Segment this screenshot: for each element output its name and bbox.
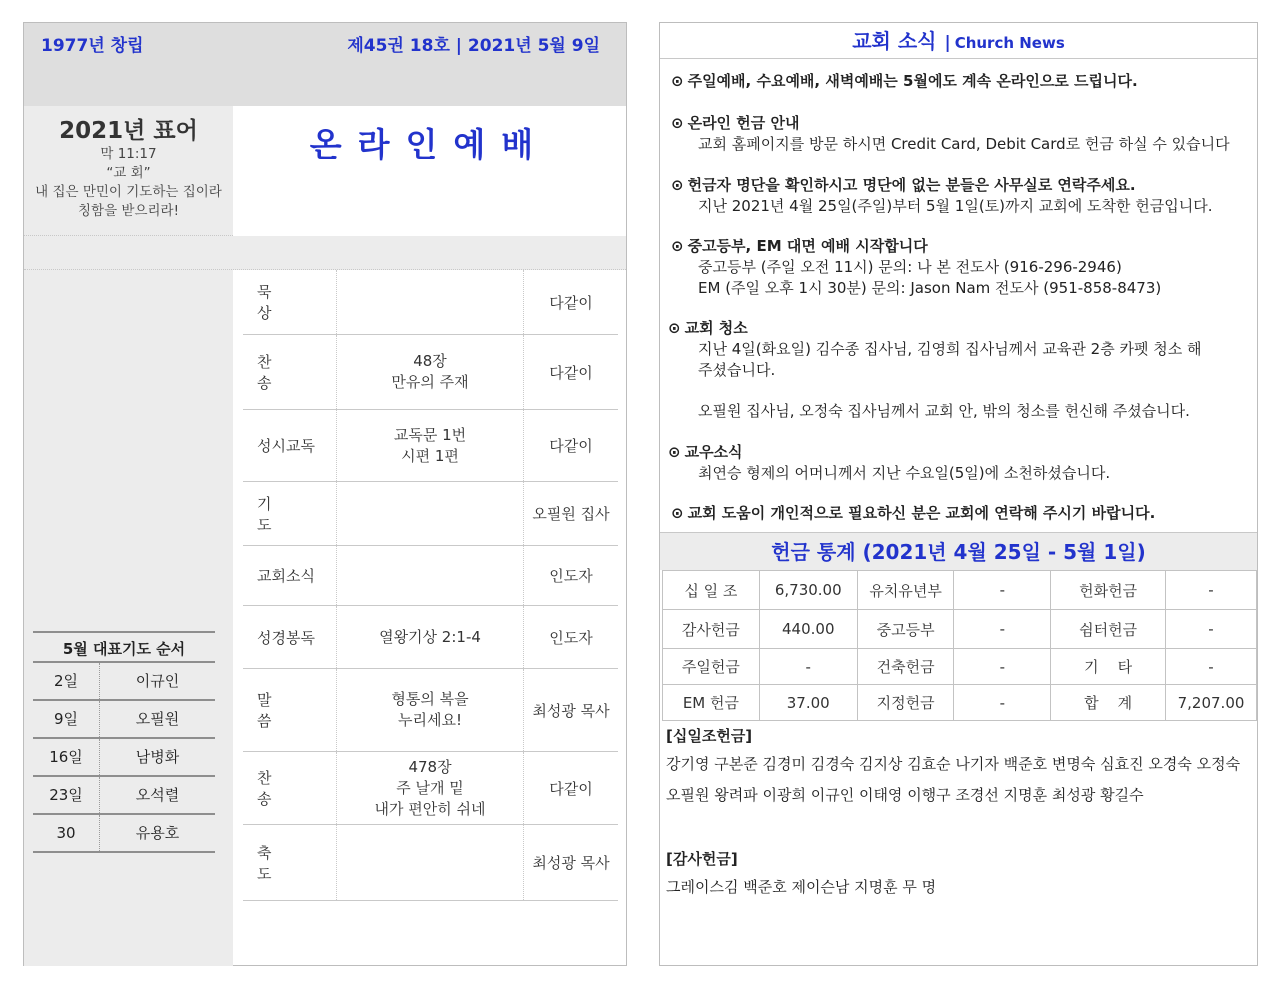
order-row [243,606,618,669]
stats-label: 지정헌금 [857,685,954,721]
bullet-icon: ⊙ [671,504,684,522]
bulletin-front-panel [23,22,627,966]
news-heading: 온라인 헌금 안내 [687,114,800,132]
motto-verse: 막 11:17 [100,146,157,162]
order-row [243,270,618,335]
order-row [243,752,618,825]
side-column [24,270,233,966]
prayer-schedule-title: 5월 대표기도 순서 [33,631,215,663]
news-heading: 중고등부, EM 대면 예배 시작합니다 [687,237,928,255]
order-content [336,825,524,900]
offering-stats-title: 헌금 통계 (2021년 4월 25일 - 5월 1일) [660,532,1257,570]
news-line: 중고등부 (주일 오전 11시) 문의: 나 본 전도사 (916-296-2946) [698,258,1122,276]
donor-lists [666,723,1256,903]
bullet-icon: ⊙ [671,237,684,255]
bulletin-news-panel [659,22,1258,966]
order-leader: 오필원 집사 [532,505,610,523]
news-line: 지난 4일(화요일) 김수종 집사님, 김영희 집사님께서 교육관 2층 카펫 청소 해 [698,340,1202,358]
stats-label: 유치유년부 [857,571,954,610]
tithe-donors-line: 오필원 왕려파 이광희 이규인 이태영 이행구 조경선 지명훈 최성광 황길수 [666,786,1144,804]
stats-label: 감사헌금 [663,610,760,649]
prayer-row [33,777,215,815]
stats-value: 37.00 [759,685,857,721]
news-heading: 교회 청소 [684,319,748,337]
prayer-name: 오필원 [135,710,180,728]
news-subtitle: Church News [954,34,1065,52]
news-header [660,23,1257,59]
stats-label: 십 일 조 [663,571,760,610]
bulletin-header [24,23,626,106]
order-item: 말씀 [257,691,300,730]
order-content [336,546,524,605]
stats-value: 7,207.00 [1166,685,1257,721]
stats-value: - [954,685,1051,721]
order-item: 성경봉독 [257,628,315,647]
stats-value: - [1166,610,1257,649]
prayer-name: 이규인 [135,672,180,690]
news-line: 주셨습니다. [698,361,776,379]
order-item: 기도 [257,494,300,534]
order-row [243,410,618,482]
prayer-name: 남병화 [135,748,180,766]
news-heading: 교우소식 [684,443,743,461]
order-row [243,669,618,752]
stats-label: EM 헌금 [663,685,760,721]
order-content: 형통의 복을 누리세요! [336,669,524,751]
news-line: 교회 홈페이지를 방문 하시면 Credit Card, Debit Card로 헌금 하실 수 있습니다 [698,135,1230,153]
stats-value: 440.00 [759,610,857,649]
order-leader: 다같이 [549,779,593,798]
order-content: 열왕기상 2:1-4 [336,606,524,668]
news-line: EM (주일 오후 1시 30분) 문의: Jason Nam 전도사 (951-858-8473) [698,279,1162,297]
prayer-day: 30 [33,815,100,851]
yearly-motto [24,106,233,236]
stats-label: 합 계 [1051,685,1166,721]
order-leader: 다같이 [549,363,593,382]
order-content: 478장 주 날개 밑 내가 편안히 쉬네 [336,752,524,824]
news-item [671,113,1230,155]
tithe-heading: [십일조헌금] [666,727,753,745]
prayer-name: 유용호 [135,824,180,842]
order-item: 성시교독 [257,437,315,455]
order-leader: 다같이 [549,293,593,312]
stats-value: - [1166,649,1257,685]
order-item: 교회소식 [257,567,315,585]
news-title: 교회 소식 [852,29,937,53]
prayer-day: 2일 [33,663,100,699]
bullet-icon: ⊙ [671,114,684,132]
spacer [666,811,1256,846]
motto-title: 2021년 표어 [59,118,198,144]
bullet-icon: ⊙ [671,176,684,194]
prayer-row [33,815,215,853]
stats-value: - [759,649,857,685]
bullet-icon: ⊙ [668,319,681,337]
news-heading: 교회 도움이 개인적으로 필요하신 분은 교회에 연락해 주시기 바랍니다. [687,504,1156,522]
tithe-donors-line: 강기영 구본준 김경미 김경숙 김지상 김효순 나기자 백준호 변명숙 심효진 오경숙 오정숙 [666,755,1241,773]
offering-stats-table [662,570,1257,721]
news-item [671,175,1212,217]
stats-value: - [954,571,1051,610]
stats-row [663,685,1257,721]
prayer-day: 9일 [33,701,100,737]
order-content: 48장 만유의 주재 [336,335,524,409]
motto-subject: “교 회” [106,165,151,181]
stats-value: - [954,649,1051,685]
founded-year: 1977년 창립 [41,36,144,56]
news-heading: 헌금자 명단을 확인하시고 명단에 없는 분들은 사무실로 연락주세요. [687,176,1136,194]
news-heading: 주일예배, 수요예배, 새벽예배는 5월에도 계속 온라인으로 드립니다. [687,72,1138,90]
motto-line-2: 칭함을 받으리라! [78,203,179,219]
stats-value: - [954,610,1051,649]
order-item: 찬송 [257,769,300,808]
divider-band [24,236,626,270]
stats-label: 쉼터헌금 [1051,610,1166,649]
motto-line-1: 내 집은 만민이 기도하는 집이라 [35,184,222,200]
order-content [336,270,524,334]
prayer-row [33,701,215,739]
prayer-row [33,739,215,777]
order-content: 교독문 1번 시편 1편 [336,410,524,481]
news-line: 지난 2021년 4월 25일(주일)부터 5월 1일(토)까지 교회에 도착한 헌금입니다. [698,197,1213,215]
order-leader: 다같이 [549,437,593,455]
stats-row [663,571,1257,610]
news-line [668,381,1201,401]
order-row [243,546,618,606]
prayer-name: 오석렬 [135,786,180,804]
news-item [671,503,1155,524]
order-leader: 최성광 목사 [532,854,610,872]
news-line: 오필원 집사님, 오정숙 집사님께서 교회 안, 밖의 청소를 헌신해 주셨습니다. [698,402,1190,420]
order-leader: 최성광 목사 [532,701,610,720]
stats-value: 6,730.00 [759,571,857,610]
stats-label: 중고등부 [857,610,954,649]
title-separator: | [944,33,951,53]
order-row [243,482,618,546]
stats-label: 건축헌금 [857,649,954,685]
news-item [668,318,1201,422]
thanks-heading: [감사헌금] [666,850,738,868]
stats-row [663,649,1257,685]
prayer-day: 16일 [33,739,100,775]
bullet-icon: ⊙ [671,72,684,90]
stats-row [663,610,1257,649]
prayer-schedule [33,631,215,853]
news-list [660,59,1257,532]
prayer-day: 23일 [33,777,100,813]
stats-label: 기 타 [1051,649,1166,685]
news-line: 최연승 형제의 어머니께서 지난 수요일(5일)에 소천하셨습니다. [698,464,1111,482]
bullet-icon: ⊙ [668,443,681,461]
news-item [671,236,1161,299]
order-item: 축도 [257,843,300,883]
stats-label: 헌화헌금 [1051,571,1166,610]
stats-value: - [1166,571,1257,610]
news-item [668,442,1110,484]
order-leader: 인도자 [549,628,593,647]
order-item: 찬송 [257,353,300,392]
service-title: 온라인예배 [309,125,550,164]
order-content [336,482,524,545]
news-item [671,71,1138,92]
order-row [243,825,618,901]
issue-info: 제45권 18호 | 2021년 5월 9일 [347,36,600,56]
thanks-donors-line: 그레이스김 백준호 제이슨남 지명훈 무 명 [666,878,937,896]
order-row [243,335,618,410]
stats-label: 주일헌금 [663,649,760,685]
prayer-row [33,663,215,701]
order-leader: 인도자 [549,567,593,585]
order-item: 묵상 [257,283,300,322]
